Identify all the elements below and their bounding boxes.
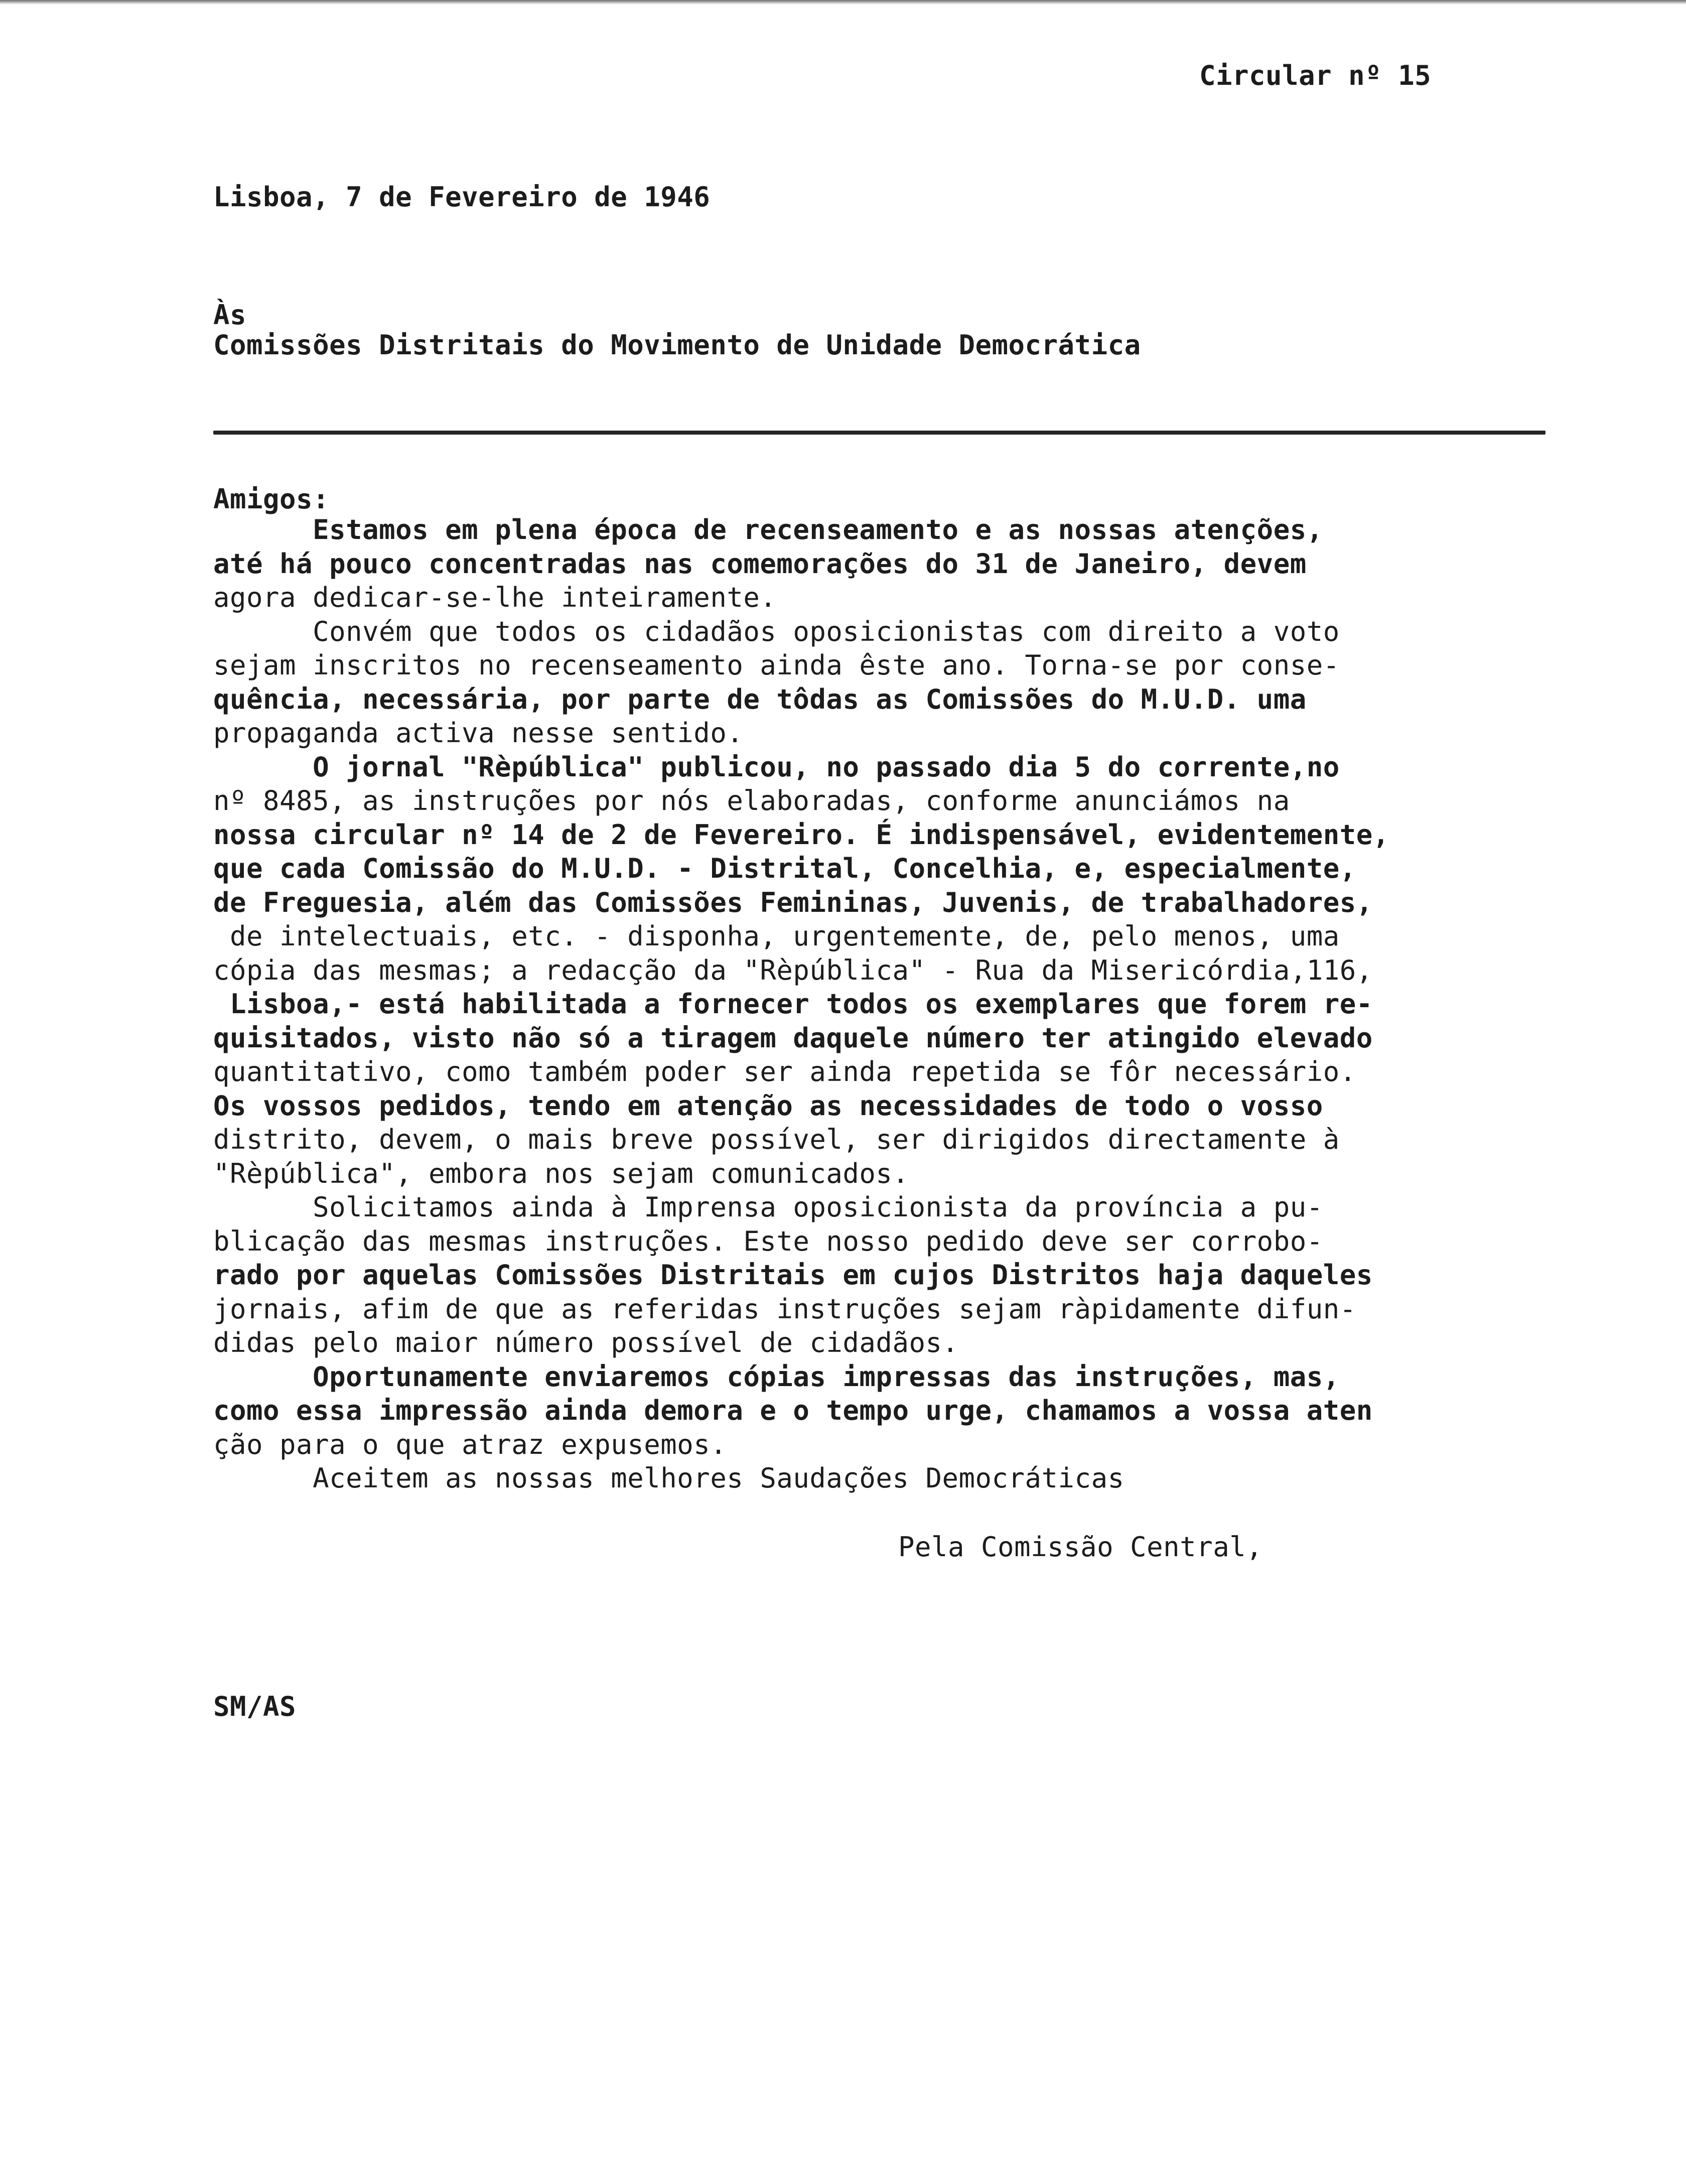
body-line: rado por aquelas Comissões Distritais em cujos Distritos haja daqueles (213, 1259, 1373, 1291)
body-line: blicação das mesmas instruções. Este nosso pedido deve ser corrobo- (213, 1225, 1323, 1257)
body-line: Estamos em plena época de recenseamento e as nossas atenções, (213, 514, 1323, 545)
body-line: quisitados, visto não só a tiragem daquele número ter atingido elevado (213, 1022, 1373, 1054)
body-line: nossa circular nº 14 de 2 de Fevereiro. É indispensável, evidentemente, (213, 818, 1389, 851)
body-line: ção para o que atraz expusemos. (213, 1428, 727, 1460)
body-line: "Rèpública", embora nos sejam comunicados. (213, 1157, 909, 1189)
body-line: Convém que todos os cidadãos oposicionistas com direito a voto (213, 615, 1340, 647)
body-line: O jornal "Rèpública" publicou, no passado dia 5 do corrente,no (213, 751, 1340, 783)
signoff: Pela Comissão Central, (898, 1531, 1263, 1563)
letter-body (213, 513, 1668, 1495)
body-line: propaganda activa nesse sentido. (213, 717, 744, 749)
circular-number: Circular nº 15 (1199, 60, 1432, 91)
body-line: como essa impressão ainda demora e o tempo urge, chamamos a vossa aten (213, 1395, 1373, 1426)
body-line: jornais, afim de que as referidas instruções sejam ràpidamente difun- (213, 1293, 1356, 1325)
address-organization: Comissões Distritais do Movimento de Unidade Democrática (213, 329, 1141, 361)
date-line: Lisboa, 7 de Fevereiro de 1946 (213, 181, 711, 213)
body-line: Os vossos pedidos, tendo em atenção as necessidades de todo o vosso (213, 1089, 1323, 1122)
salutation: Amigos: (213, 483, 330, 515)
body-line: didas pelo maior número possível de cidadãos. (213, 1327, 959, 1358)
scan-top-edge (0, 0, 1686, 5)
body-line: distrito, devem, o mais breve possível, ser dirigidos directamente à (213, 1124, 1340, 1155)
body-line: quantitativo, como também poder ser ainda repetida se fôr necessário. (213, 1056, 1356, 1087)
body-line: cópia das mesmas; a redacção da "Rèpública" - Rua da Misericórdia,116, (213, 954, 1373, 986)
body-line: até há pouco concentradas nas comemorações do 31 de Janeiro, devem (213, 548, 1307, 580)
body-line: que cada Comissão do M.U.D. - Distrital, Concelhia, e, especialmente, (213, 853, 1356, 884)
body-line: Oportunamente enviaremos cópias impressas das instruções, mas, (213, 1360, 1340, 1393)
body-line: nº 8485, as instruções por nós elaboradas, conforme anunciámos na (213, 785, 1290, 816)
address-to: Às (213, 299, 247, 331)
body-line: Lisboa,- está habilitada a fornecer todos os exemplares que forem re- (213, 988, 1373, 1020)
body-line: Solicitamos ainda à Imprensa oposicionista da província a pu- (213, 1191, 1323, 1223)
separator-rule (213, 431, 1546, 435)
body-line: de intelectuais, etc. - disponha, urgentemente, de, pelo menos, uma (213, 920, 1340, 952)
typist-initials: SM/AS (213, 1691, 297, 1722)
body-line: de Freguesia, além das Comissões Femininas, Juvenis, de trabalhadores, (213, 886, 1373, 918)
body-line: agora dedicar-se-lhe inteiramente. (213, 582, 777, 613)
body-line: sejam inscritos no recenseamento ainda êste ano. Torna-se por conse- (213, 649, 1340, 681)
body-line: quência, necessária, por parte de tôdas as Comissões do M.U.D. uma (213, 683, 1307, 715)
body-line: Aceitem as nossas melhores Saudações Democráticas (213, 1462, 1125, 1494)
